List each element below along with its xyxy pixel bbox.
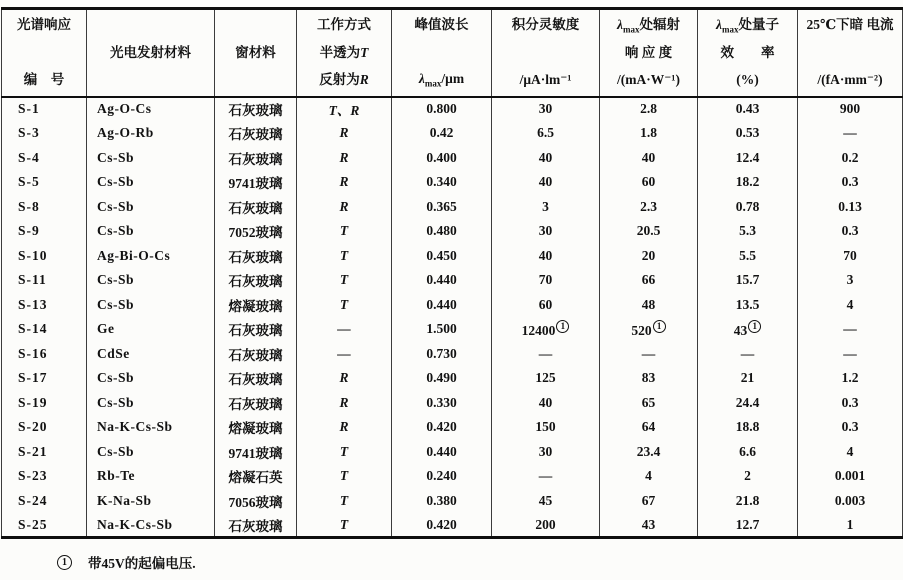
cell-window-material: 石灰玻璃: [215, 317, 297, 342]
cell-photocathode-material: Cs-Sb: [87, 170, 215, 195]
header-text: 积分灵敏度: [511, 17, 580, 32]
cell-peak-wavelength: 0.450: [392, 244, 492, 269]
table-row: [2, 440, 903, 465]
cell-window-material: 石灰玻璃: [215, 121, 297, 146]
cell-luminous-sensitivity: 40: [492, 146, 600, 171]
cell-photocathode-material: Cs-Sb: [87, 366, 215, 391]
cell-radiant-responsivity: 64: [600, 415, 698, 440]
cell-photocathode-material: Na-K-Cs-Sb: [87, 415, 215, 440]
table-row: [2, 195, 903, 220]
header-unit: /(fA·mm⁻²): [817, 72, 883, 88]
header-luminous-sensitivity: [492, 9, 600, 97]
cell-type-number: S-10: [2, 244, 87, 269]
cell-quantum-efficiency: 15.7: [698, 268, 798, 293]
cell-photocathode-material: K-Na-Sb: [87, 489, 215, 514]
cell-type-number: S-24: [2, 489, 87, 514]
cell-luminous-sensitivity: 60: [492, 293, 600, 318]
cell-quantum-efficiency: 5.3: [698, 219, 798, 244]
cell-quantum-efficiency: 18.2: [698, 170, 798, 195]
header-type-number: [2, 9, 87, 97]
cell-quantum-efficiency: 18.8: [698, 415, 798, 440]
cell-radiant-responsivity: 4: [600, 464, 698, 489]
cell-photocathode-material: Cs-Sb: [87, 440, 215, 465]
cell-radiant-responsivity: 83: [600, 366, 698, 391]
cell-peak-wavelength: 0.420: [392, 415, 492, 440]
footnote-marker-icon: 1: [57, 555, 72, 570]
cell-type-number: S-8: [2, 195, 87, 220]
table-row: [2, 366, 903, 391]
cell-peak-wavelength: 0.365: [392, 195, 492, 220]
header-window-material: [215, 9, 297, 97]
cell-dark-current: 4: [798, 293, 903, 318]
cell-radiant-responsivity: 60: [600, 170, 698, 195]
header-quantum-efficiency: [698, 9, 798, 97]
cell-window-material: 石灰玻璃: [215, 195, 297, 220]
cell-operating-mode: —: [297, 342, 392, 367]
cell-photocathode-material: Cs-Sb: [87, 146, 215, 171]
table-header: [2, 9, 903, 97]
table-row: [2, 170, 903, 195]
cell-quantum-efficiency: 12.4: [698, 146, 798, 171]
cell-radiant-responsivity: 2.3: [600, 195, 698, 220]
photocathode-spectral-response-table: [1, 7, 903, 539]
cell-quantum-efficiency: 12.7: [698, 513, 798, 538]
footnote-marker-icon: 1: [653, 320, 666, 333]
cell-photocathode-material: Cs-Sb: [87, 219, 215, 244]
header-peak-wavelength: [392, 9, 492, 97]
cell-luminous-sensitivity: 40: [492, 244, 600, 269]
header-radiant-responsivity: [600, 9, 698, 97]
cell-quantum-efficiency: 24.4: [698, 391, 798, 416]
cell-luminous-sensitivity: 40: [492, 170, 600, 195]
cell-dark-current: 0.003: [798, 489, 903, 514]
cell-operating-mode: T、R: [297, 97, 392, 122]
cell-peak-wavelength: 0.240: [392, 464, 492, 489]
table-row: [2, 293, 903, 318]
cell-peak-wavelength: 0.420: [392, 513, 492, 538]
header-text: 窗材料: [235, 44, 276, 60]
cell-operating-mode: T: [297, 513, 392, 538]
cell-dark-current: 0.3: [798, 170, 903, 195]
cell-radiant-responsivity: 20: [600, 244, 698, 269]
cell-type-number: S-20: [2, 415, 87, 440]
cell-type-number: S-5: [2, 170, 87, 195]
cell-radiant-responsivity: 65: [600, 391, 698, 416]
cell-dark-current: 0.2: [798, 146, 903, 171]
cell-photocathode-material: Ge: [87, 317, 215, 342]
cell-type-number: S-13: [2, 293, 87, 318]
cell-radiant-responsivity: 520 $^1$: [600, 317, 698, 342]
cell-quantum-efficiency: 5.5: [698, 244, 798, 269]
header-dark-current: [798, 9, 903, 97]
cell-dark-current: 0.3: [798, 391, 903, 416]
header-text: 光谱响应: [17, 17, 71, 32]
cell-luminous-sensitivity: 30: [492, 440, 600, 465]
cell-photocathode-material: Ag-Bi-O-Cs: [87, 244, 215, 269]
cell-peak-wavelength: 0.440: [392, 440, 492, 465]
table-row: [2, 513, 903, 538]
footnote-marker-icon: 1: [556, 320, 569, 333]
table-row: [2, 391, 903, 416]
cell-photocathode-material: CdSe: [87, 342, 215, 367]
cell-window-material: 石灰玻璃: [215, 244, 297, 269]
footnote-marker-icon: 1: [748, 320, 761, 333]
cell-quantum-efficiency: 21: [698, 366, 798, 391]
cell-dark-current: 0.13: [798, 195, 903, 220]
cell-quantum-efficiency: 43 $^1$: [698, 317, 798, 342]
header-text: 编 号: [23, 72, 65, 88]
header-text: 反射为R: [319, 72, 369, 88]
cell-quantum-efficiency: 21.8: [698, 489, 798, 514]
cell-operating-mode: T: [297, 293, 392, 318]
cell-operating-mode: R: [297, 146, 392, 171]
cell-window-material: 7052玻璃: [215, 219, 297, 244]
table-row: [2, 121, 903, 146]
cell-quantum-efficiency: —: [698, 342, 798, 367]
cell-photocathode-material: Cs-Sb: [87, 391, 215, 416]
cell-peak-wavelength: 0.330: [392, 391, 492, 416]
cell-photocathode-material: Cs-Sb: [87, 195, 215, 220]
cell-photocathode-material: Rb-Te: [87, 464, 215, 489]
cell-window-material: 7056玻璃: [215, 489, 297, 514]
cell-peak-wavelength: 0.440: [392, 293, 492, 318]
cell-photocathode-material: Na-K-Cs-Sb: [87, 513, 215, 538]
header-text: 峰值波长: [414, 17, 469, 32]
cell-radiant-responsivity: 2.8: [600, 97, 698, 122]
cell-operating-mode: T: [297, 244, 392, 269]
header-text: 效 率: [720, 45, 775, 61]
table-row: [2, 268, 903, 293]
cell-window-material: 石灰玻璃: [215, 366, 297, 391]
cell-radiant-responsivity: —: [600, 342, 698, 367]
cell-window-material: 石灰玻璃: [215, 391, 297, 416]
header-text: 半透为T: [319, 44, 369, 60]
table-row: [2, 219, 903, 244]
cell-window-material: 9741玻璃: [215, 170, 297, 195]
cell-operating-mode: R: [297, 170, 392, 195]
cell-window-material: 9741玻璃: [215, 440, 297, 465]
cell-photocathode-material: Cs-Sb: [87, 293, 215, 318]
footnote-text: 带45V的起偏电压.: [88, 556, 196, 571]
cell-quantum-efficiency: 0.53: [698, 121, 798, 146]
cell-dark-current: 70: [798, 244, 903, 269]
cell-luminous-sensitivity: 40: [492, 391, 600, 416]
cell-luminous-sensitivity: 30: [492, 97, 600, 122]
header-text: 响 应 度: [624, 45, 673, 61]
cell-dark-current: 0.3: [798, 219, 903, 244]
cell-dark-current: 3: [798, 268, 903, 293]
cell-operating-mode: T: [297, 440, 392, 465]
cell-luminous-sensitivity: 70: [492, 268, 600, 293]
cell-type-number: S-25: [2, 513, 87, 538]
cell-operating-mode: R: [297, 121, 392, 146]
cell-peak-wavelength: 0.400: [392, 146, 492, 171]
cell-window-material: 石灰玻璃: [215, 268, 297, 293]
cell-luminous-sensitivity: 200: [492, 513, 600, 538]
cell-radiant-responsivity: 40: [600, 146, 698, 171]
table-row: [2, 464, 903, 489]
cell-dark-current: 900: [798, 97, 903, 122]
cell-luminous-sensitivity: 12400 $^1$: [492, 317, 600, 342]
header-unit: /μA·lm⁻¹: [519, 72, 572, 88]
header-text: $\lambda_{max}$处辐射: [617, 17, 680, 35]
cell-type-number: S-16: [2, 342, 87, 367]
cell-dark-current: 4: [798, 440, 903, 465]
cell-peak-wavelength: 0.42: [392, 121, 492, 146]
cell-type-number: S-14: [2, 317, 87, 342]
cell-operating-mode: T: [297, 464, 392, 489]
cell-window-material: 石灰玻璃: [215, 342, 297, 367]
cell-dark-current: 0.3: [798, 415, 903, 440]
table-row: [2, 317, 903, 342]
cell-operating-mode: —: [297, 317, 392, 342]
cell-radiant-responsivity: 66: [600, 268, 698, 293]
cell-type-number: S-4: [2, 146, 87, 171]
cell-peak-wavelength: 1.500: [392, 317, 492, 342]
cell-luminous-sensitivity: 125: [492, 366, 600, 391]
cell-dark-current: —: [798, 317, 903, 342]
header-text: 25℃下暗 电流: [806, 17, 894, 32]
cell-dark-current: 0.001: [798, 464, 903, 489]
cell-radiant-responsivity: 1.8: [600, 121, 698, 146]
cell-luminous-sensitivity: —: [492, 342, 600, 367]
cell-type-number: S-9: [2, 219, 87, 244]
header-unit: (%): [736, 72, 759, 88]
cell-type-number: S-17: [2, 366, 87, 391]
cell-radiant-responsivity: 43: [600, 513, 698, 538]
header-text: 光电发射材料: [110, 44, 191, 60]
header-unit: $\lambda_{max}/\mu m$: [418, 70, 465, 89]
cell-luminous-sensitivity: 30: [492, 219, 600, 244]
cell-peak-wavelength: 0.340: [392, 170, 492, 195]
cell-dark-current: 1.2: [798, 366, 903, 391]
cell-window-material: 石灰玻璃: [215, 513, 297, 538]
header-text: $\lambda_{max}$处量子: [716, 17, 779, 35]
cell-operating-mode: R: [297, 415, 392, 440]
cell-operating-mode: R: [297, 195, 392, 220]
table-row: [2, 489, 903, 514]
cell-radiant-responsivity: 48: [600, 293, 698, 318]
table-body: [2, 97, 903, 538]
cell-dark-current: 1: [798, 513, 903, 538]
cell-window-material: 熔凝玻璃: [215, 415, 297, 440]
cell-photocathode-material: Ag-O-Rb: [87, 121, 215, 146]
cell-type-number: S-19: [2, 391, 87, 416]
cell-window-material: 熔凝玻璃: [215, 293, 297, 318]
cell-type-number: S-11: [2, 268, 87, 293]
cell-quantum-efficiency: 0.78: [698, 195, 798, 220]
cell-radiant-responsivity: 67: [600, 489, 698, 514]
cell-radiant-responsivity: 20.5: [600, 219, 698, 244]
cell-quantum-efficiency: 0.43: [698, 97, 798, 122]
cell-luminous-sensitivity: 45: [492, 489, 600, 514]
cell-operating-mode: R: [297, 366, 392, 391]
cell-dark-current: —: [798, 121, 903, 146]
table-row: [2, 415, 903, 440]
cell-quantum-efficiency: 2: [698, 464, 798, 489]
cell-peak-wavelength: 0.480: [392, 219, 492, 244]
cell-window-material: 石灰玻璃: [215, 146, 297, 171]
cell-window-material: 石灰玻璃: [215, 97, 297, 122]
cell-peak-wavelength: 0.730: [392, 342, 492, 367]
table-footnote: [0, 552, 903, 572]
cell-operating-mode: T: [297, 219, 392, 244]
cell-luminous-sensitivity: —: [492, 464, 600, 489]
header-operating-mode: [297, 9, 392, 97]
header-text: 工作方式: [317, 17, 371, 32]
cell-peak-wavelength: 0.380: [392, 489, 492, 514]
table-row: [2, 244, 903, 269]
cell-dark-current: —: [798, 342, 903, 367]
cell-peak-wavelength: 0.490: [392, 366, 492, 391]
cell-peak-wavelength: 0.440: [392, 268, 492, 293]
header-unit: /(mA·W⁻¹): [617, 72, 680, 88]
cell-operating-mode: T: [297, 489, 392, 514]
cell-photocathode-material: Ag-O-Cs: [87, 97, 215, 122]
table-row: [2, 146, 903, 171]
table-row: [2, 342, 903, 367]
cell-operating-mode: R: [297, 391, 392, 416]
cell-luminous-sensitivity: 150: [492, 415, 600, 440]
header-photocathode-material: [87, 9, 215, 97]
cell-operating-mode: T: [297, 268, 392, 293]
cell-photocathode-material: Cs-Sb: [87, 268, 215, 293]
cell-type-number: S-23: [2, 464, 87, 489]
cell-window-material: 熔凝石英: [215, 464, 297, 489]
cell-quantum-efficiency: 6.6: [698, 440, 798, 465]
cell-peak-wavelength: 0.800: [392, 97, 492, 122]
cell-luminous-sensitivity: 6.5: [492, 121, 600, 146]
table-row: [2, 97, 903, 122]
cell-type-number: S-1: [2, 97, 87, 122]
cell-luminous-sensitivity: 3: [492, 195, 600, 220]
cell-type-number: S-21: [2, 440, 87, 465]
cell-radiant-responsivity: 23.4: [600, 440, 698, 465]
cell-quantum-efficiency: 13.5: [698, 293, 798, 318]
cell-type-number: S-3: [2, 121, 87, 146]
